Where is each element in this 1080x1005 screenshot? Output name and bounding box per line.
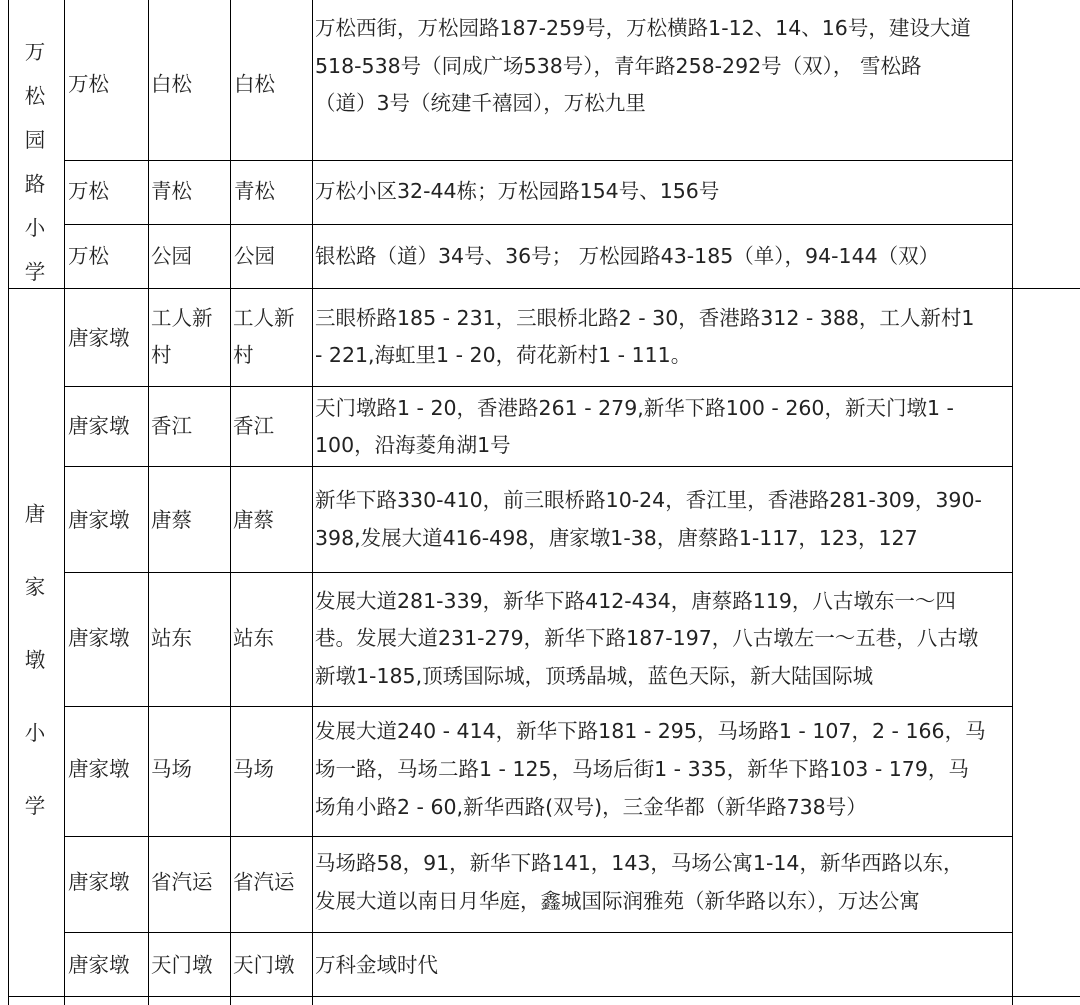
school-name bbox=[15, 30, 55, 294]
community-cell: 马场 bbox=[233, 757, 274, 781]
address-line: 场角小路2 - 60,新华西路(双号)，三金华都（新华路738号） bbox=[315, 795, 867, 819]
street-cell: 唐家墩 bbox=[68, 757, 130, 781]
street-cell: 万松 bbox=[68, 72, 109, 96]
address-line: 发展大道281-339，新华下路412-434，唐蔡路119，八古墩东一～四 bbox=[315, 589, 956, 613]
row-divider bbox=[64, 572, 1013, 573]
community-cell: 白松 bbox=[234, 72, 275, 96]
school-name-char: 松 bbox=[24, 84, 46, 108]
community-cell: 公园 bbox=[151, 244, 192, 268]
row-divider bbox=[8, 288, 1080, 289]
community-cell: 站东 bbox=[233, 626, 274, 650]
school-name-char: 园 bbox=[24, 128, 46, 152]
street-cell: 唐家墩 bbox=[68, 326, 130, 350]
address-line: 新华下路330-410，前三眼桥路10-24，香江里，香港路281-309，390- bbox=[315, 488, 982, 512]
community-cell: 青松 bbox=[234, 179, 275, 203]
community-cell: 青松 bbox=[151, 179, 192, 203]
school-name-char: 路 bbox=[24, 172, 46, 196]
address-line: 场一路，马场二路1 - 125，马场后街1 - 335，新华下路103 - 179，马 bbox=[315, 757, 969, 781]
school-name-char: 唐 bbox=[24, 502, 46, 526]
address-line: 518-538号（同成广场538号），青年路258-292号（双）， 雪松路 bbox=[315, 54, 922, 78]
address-line: 398,发展大道416-498，唐家墩1-38，唐蔡路1-117，123，127 bbox=[315, 526, 918, 550]
column-divider bbox=[64, 0, 65, 1005]
address-line: 发展大道240 - 414，新华下路181 - 295，马场路1 - 107，2 - 166，马 bbox=[315, 719, 986, 743]
row-divider bbox=[64, 386, 1013, 387]
street-cell: 唐家墩 bbox=[68, 626, 130, 650]
address-line: 100，沿海菱角湖1号 bbox=[315, 433, 511, 457]
column-divider bbox=[1012, 0, 1013, 1005]
row-divider bbox=[64, 836, 1013, 837]
address-line: 天门墩路1 - 20，香港路261 - 279,新华下路100 - 260，新天门墩1 - bbox=[315, 396, 954, 420]
community-cell: 马场 bbox=[151, 757, 192, 781]
street-cell: 唐家墩 bbox=[68, 953, 130, 977]
community-cell: 香江 bbox=[151, 414, 192, 438]
row-divider bbox=[64, 932, 1013, 933]
community-cell: 省汽运 bbox=[151, 870, 213, 894]
community-cell: 村 bbox=[233, 343, 254, 367]
school-name-char: 家 bbox=[24, 575, 46, 599]
community-cell: 工人新 bbox=[233, 306, 295, 330]
address-line: 银松路（道）34号、36号； 万松园路43-185（单），94-144（双） bbox=[315, 244, 940, 268]
school-name-char: 小 bbox=[24, 216, 46, 240]
table-border-left bbox=[8, 0, 9, 1005]
row-divider bbox=[64, 706, 1013, 707]
community-cell: 唐蔡 bbox=[233, 508, 274, 532]
address-line: 新墩1-185,顶琇国际城，顶琇晶城，蓝色天际，新大陆国际城 bbox=[315, 664, 874, 688]
street-cell: 唐家墩 bbox=[68, 508, 130, 532]
row-divider bbox=[64, 160, 1013, 161]
street-cell: 唐家墩 bbox=[68, 870, 130, 894]
row-divider bbox=[64, 224, 1013, 225]
address-line: 马场路58，91，新华下路141，143，马场公寓1-14，新华西路以东， bbox=[315, 851, 964, 875]
community-cell: 站东 bbox=[151, 626, 192, 650]
community-cell: 天门墩 bbox=[151, 953, 213, 977]
community-cell: 白松 bbox=[151, 72, 192, 96]
school-name-char: 墩 bbox=[24, 648, 46, 672]
street-cell: 万松 bbox=[68, 244, 109, 268]
community-cell: 天门墩 bbox=[233, 953, 295, 977]
community-cell: 工人新 bbox=[151, 306, 213, 330]
community-cell: 村 bbox=[151, 343, 172, 367]
community-cell: 唐蔡 bbox=[151, 508, 192, 532]
school-name-char: 学 bbox=[24, 794, 46, 818]
community-cell: 香江 bbox=[233, 414, 274, 438]
school-name bbox=[15, 478, 55, 843]
column-divider bbox=[230, 0, 231, 1005]
street-cell: 唐家墩 bbox=[68, 414, 130, 438]
school-name-char: 小 bbox=[24, 721, 46, 745]
street-cell: 万松 bbox=[68, 179, 109, 203]
address-line: 发展大道以南日月华庭，鑫城国际润雅苑（新华路以东），万达公寓 bbox=[315, 889, 920, 913]
address-line: 万科金域时代 bbox=[315, 953, 438, 977]
address-line: （道）3号（统建千禧园），万松九里 bbox=[315, 91, 646, 115]
row-divider bbox=[8, 996, 1080, 997]
address-line: - 221,海虹里1 - 20，荷花新村1 - 111。 bbox=[315, 343, 692, 367]
community-cell: 公园 bbox=[234, 244, 275, 268]
address-line: 巷。发展大道231-279，新华下路187-197，八古墩左一～五巷，八古墩 bbox=[315, 626, 979, 650]
row-divider bbox=[64, 466, 1013, 467]
school-name-char: 学 bbox=[24, 260, 46, 284]
column-divider bbox=[148, 0, 149, 1005]
school-name-char: 万 bbox=[24, 40, 46, 64]
address-line: 万松西街，万松园路187-259号，万松横路1-12、14、16号，建设大道 bbox=[315, 16, 971, 40]
community-cell: 省汽运 bbox=[233, 870, 295, 894]
column-divider bbox=[312, 0, 313, 1005]
address-line: 万松小区32-44栋；万松园路154号、156号 bbox=[315, 179, 720, 203]
address-line: 三眼桥路185 - 231，三眼桥北路2 - 30，香港路312 - 388，工人新村1 bbox=[315, 306, 975, 330]
